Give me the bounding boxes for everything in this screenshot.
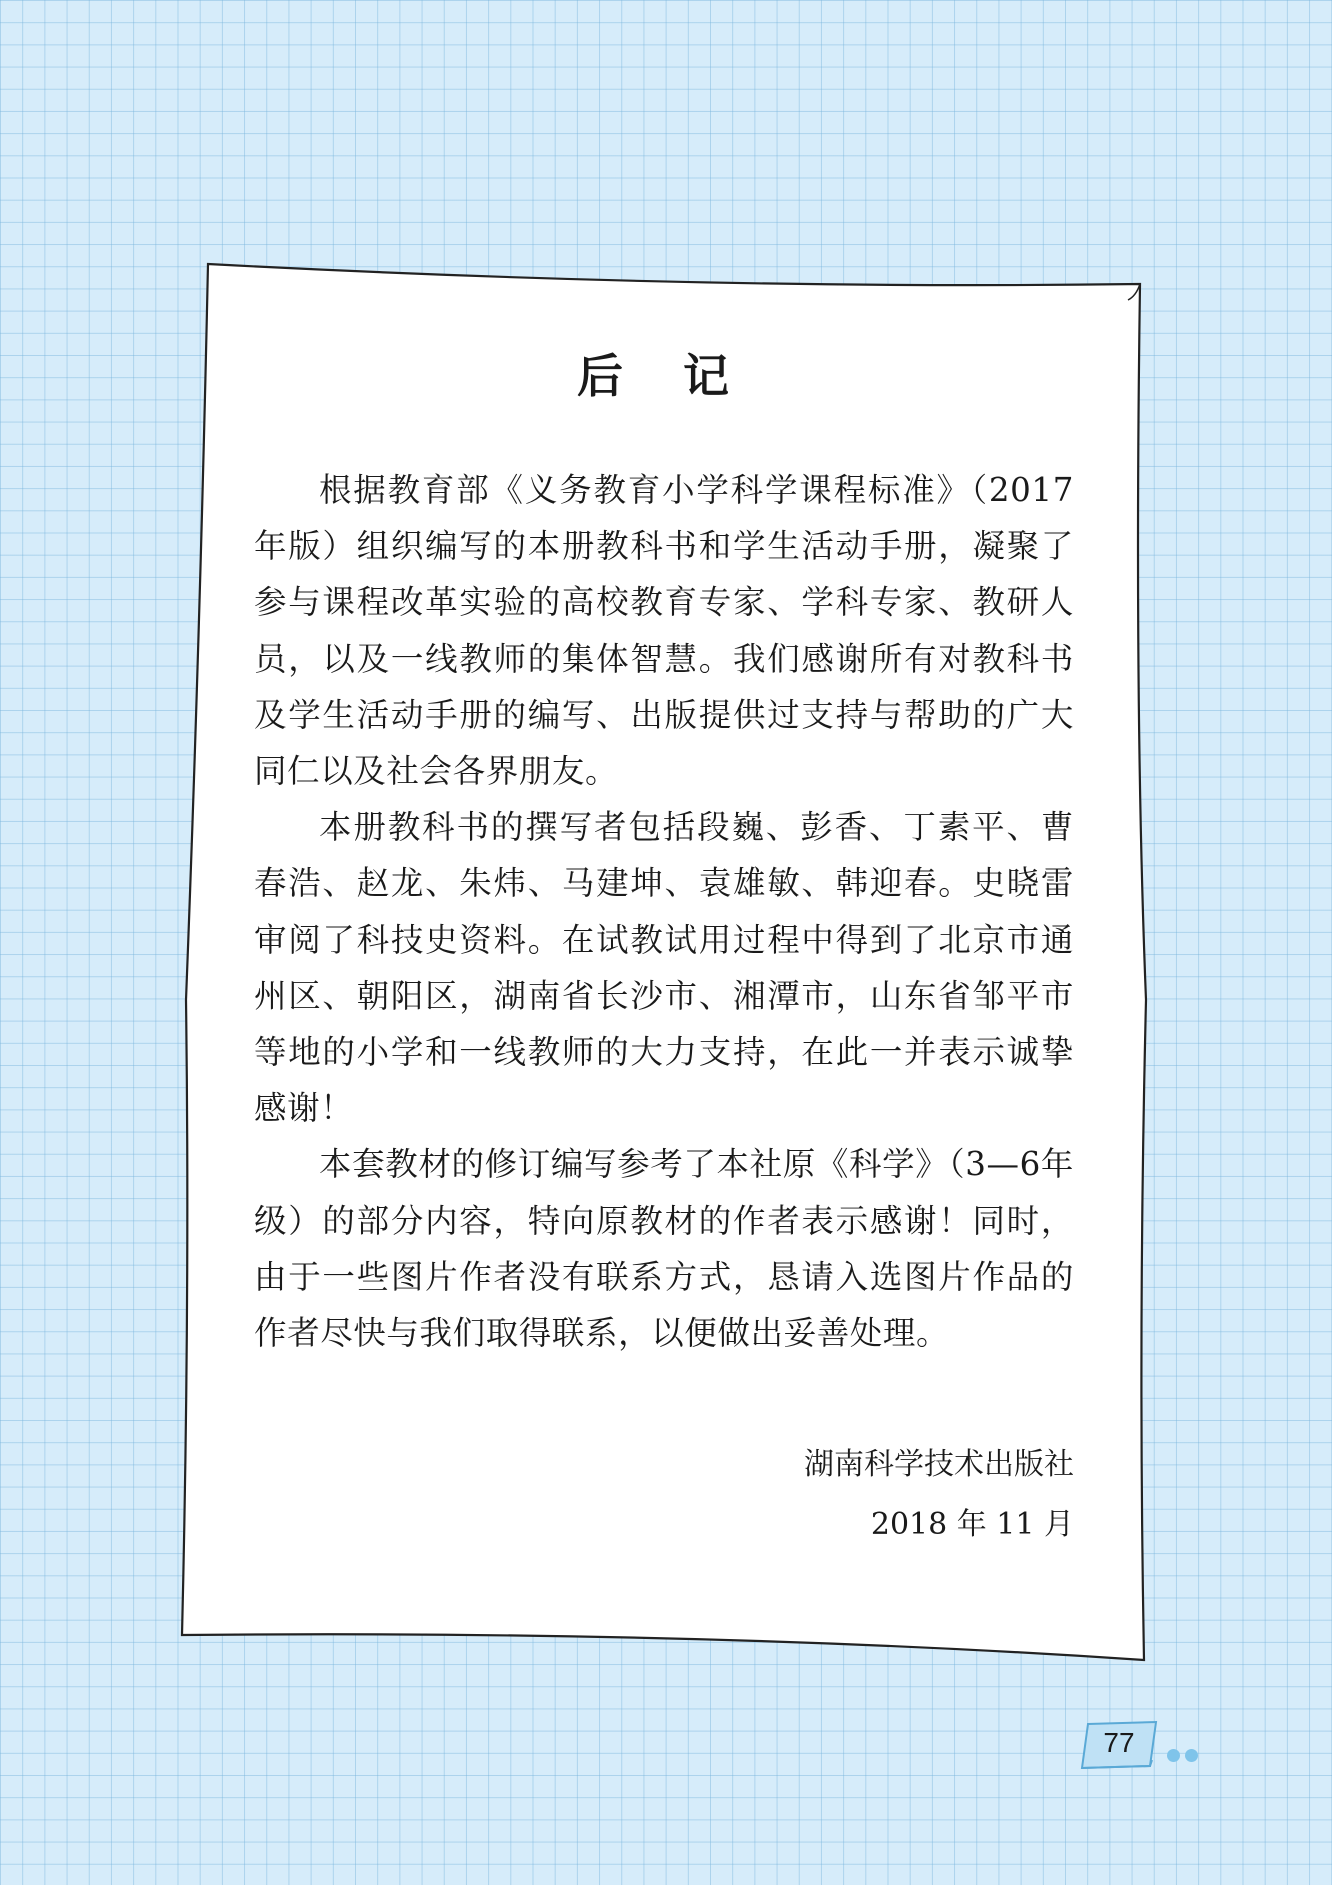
page-number: 77 bbox=[1103, 1727, 1135, 1758]
paragraph-3: 本套教材的修订编写参考了本社原《科学》（3—6年级）的部分内容，特向原教材的作者表示感谢！同时，由于一些图片作者没有联系方式，恳请入选图片作品的作者尽快与我们取得联系，以便做出妥善处理。 bbox=[254, 1145, 1074, 1353]
page-number-badge bbox=[1078, 1720, 1160, 1770]
decor-dot-2 bbox=[1185, 1749, 1198, 1762]
afterword-body bbox=[254, 340, 1074, 1555]
paragraph-1: 根据教育部《义务教育小学科学课程标准》（2017年版）组织编写的本册教科书和学生活动手册，凝聚了参与课程改革实验的高校教育专家、学科专家、教研人员，以及一线教师的集体智慧。我们感谢所有对教科书及学生活动手册的编写、出版提供过支持与帮助的广大同仁以及社会各界朋友。 bbox=[254, 471, 1074, 791]
publisher-signature: 湖南科学技术出版社 bbox=[804, 1447, 1074, 1483]
paragraph-2: 本册教科书的撰写者包括段巍、彭香、丁素平、曹春浩、赵龙、朱炜、马建坤、袁雄敏、韩迎春。史晓雷审阅了科技史资料。在试教试用过程中得到了北京市通州区、朝阳区，湖南省长沙市、湘潭市，山东省邹平市等地的小学和一线教师的大力支持，在此一并表示诚挚感谢！ bbox=[254, 808, 1074, 1128]
page-title: 后 记 bbox=[576, 349, 751, 403]
decor-dot-1 bbox=[1167, 1749, 1180, 1762]
signature-date: 2018 年 11 月 bbox=[870, 1507, 1074, 1543]
